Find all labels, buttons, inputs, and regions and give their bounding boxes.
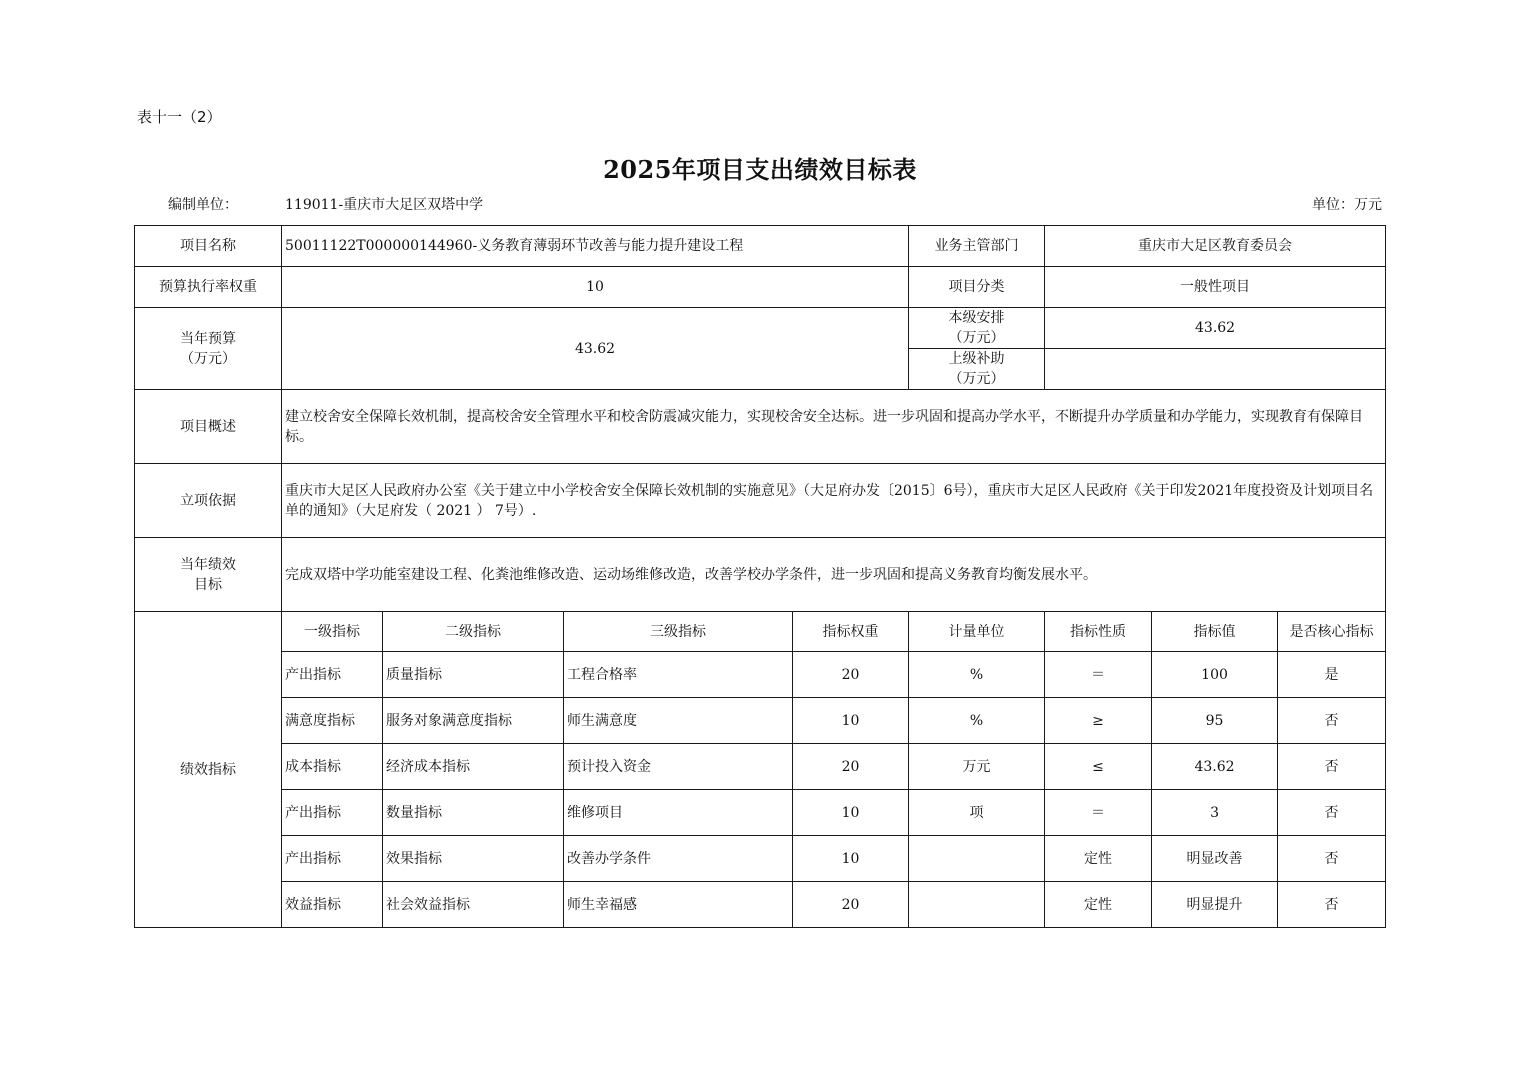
table-row: [135, 882, 1386, 928]
page-title: 2025年项目支出绩效目标表: [603, 155, 917, 184]
budget-row-local: [135, 308, 1386, 349]
level1-cell: 产出指标: [282, 790, 383, 836]
core-cell: 否: [1278, 698, 1386, 744]
weight-cell: 10: [793, 836, 909, 882]
table-row: [135, 836, 1386, 882]
level1-cell: 效益指标: [282, 882, 383, 928]
local-budget-label-line2: （万元）: [948, 330, 1005, 346]
core-cell: 否: [1278, 882, 1386, 928]
level3-cell: 维修项目: [564, 790, 793, 836]
upper-subsidy-label-line2: （万元）: [948, 371, 1005, 387]
local-budget-label: [909, 308, 1045, 349]
org-unit-value: 119011-重庆市大足区双塔中学: [285, 197, 484, 213]
overview-label: 项目概述: [135, 390, 282, 464]
local-budget-value: 43.62: [1045, 308, 1386, 349]
header-weight: 指标权重: [793, 612, 909, 652]
level1-cell: 产出指标: [282, 652, 383, 698]
local-budget-label-line1: 本级安排: [948, 310, 1005, 326]
goal-label: [135, 538, 282, 612]
level2-cell: 社会效益指标: [383, 882, 564, 928]
core-cell: 是: [1278, 652, 1386, 698]
header-level2: 二级指标: [383, 612, 564, 652]
level1-cell: 成本指标: [282, 744, 383, 790]
unit-cell: %: [909, 652, 1045, 698]
nature-cell: 定性: [1045, 882, 1152, 928]
nature-cell: ≤: [1045, 744, 1152, 790]
level2-cell: 服务对象满意度指标: [383, 698, 564, 744]
overview-text: 建立校舍安全保障长效机制，提高校舍安全管理水平和校舍防震减灾能力，实现校舍安全达标。进一步巩固和提高办学水平，不断提升办学质量和办学能力，实现教育有保障目标。: [282, 390, 1386, 464]
level1-cell: 产出指标: [282, 836, 383, 882]
weight-cell: 10: [793, 698, 909, 744]
upper-subsidy-label-line1: 上级补助: [948, 351, 1005, 367]
project-name-row: [135, 226, 1386, 267]
category-label: 项目分类: [909, 267, 1045, 308]
level2-cell: 数量指标: [383, 790, 564, 836]
project-name-value: 50011122T000000144960-义务教育薄弱环节改善与能力提升建设工程: [282, 226, 909, 267]
value-cell: 100: [1152, 652, 1278, 698]
upper-subsidy-label: [909, 349, 1045, 390]
basis-label: 立项依据: [135, 464, 282, 538]
weight-cell: 10: [793, 790, 909, 836]
header-core: 是否核心指标: [1278, 612, 1386, 652]
indicator-header-row: [135, 612, 1386, 652]
org-unit-label: 编制单位：: [168, 197, 238, 213]
unit-cell: [909, 836, 1045, 882]
level2-cell: 经济成本指标: [383, 744, 564, 790]
nature-cell: 定性: [1045, 836, 1152, 882]
dept-value: 重庆市大足区教育委员会: [1045, 226, 1386, 267]
level3-cell: 预计投入资金: [564, 744, 793, 790]
weight-cell: 20: [793, 652, 909, 698]
overview-row: [135, 390, 1386, 464]
weight-row: [135, 267, 1386, 308]
core-cell: 否: [1278, 790, 1386, 836]
money-unit-label: 单位：万元: [1312, 197, 1382, 213]
nature-cell: ≥: [1045, 698, 1152, 744]
performance-target-table: [134, 225, 1386, 928]
level3-cell: 工程合格率: [564, 652, 793, 698]
upper-subsidy-value: [1045, 349, 1386, 390]
category-value: 一般性项目: [1045, 267, 1386, 308]
goal-label-line2: 目标: [194, 576, 222, 593]
unit-cell: %: [909, 698, 1045, 744]
basis-row: [135, 464, 1386, 538]
header-nature: 指标性质: [1045, 612, 1152, 652]
nature-cell: ＝: [1045, 790, 1152, 836]
goal-text: 完成双塔中学功能室建设工程、化粪池维修改造、运动场维修改造，改善学校办学条件，进一步巩固和提高义务教育均衡发展水平。: [282, 538, 1386, 612]
budget-value: 43.62: [282, 308, 909, 390]
level3-cell: 师生满意度: [564, 698, 793, 744]
table-row: [135, 652, 1386, 698]
budget-label-line1: 当年预算: [180, 330, 236, 347]
dept-label: 业务主管部门: [909, 226, 1045, 267]
budget-label-line2: （万元）: [180, 350, 236, 367]
indicator-section-label: 绩效指标: [135, 612, 282, 928]
header-unit: 计量单位: [909, 612, 1045, 652]
core-cell: 否: [1278, 744, 1386, 790]
unit-cell: 项: [909, 790, 1045, 836]
project-name-label: 项目名称: [135, 226, 282, 267]
table-number-label: 表十一（2）: [137, 108, 222, 126]
weight-label: 预算执行率权重: [135, 267, 282, 308]
table-row: [135, 790, 1386, 836]
unit-cell: 万元: [909, 744, 1045, 790]
weight-cell: 20: [793, 744, 909, 790]
goal-label-line1: 当年绩效: [180, 556, 236, 573]
level1-cell: 满意度指标: [282, 698, 383, 744]
level2-cell: 效果指标: [383, 836, 564, 882]
basis-text: 重庆市大足区人民政府办公室《关于建立中小学校舍安全保障长效机制的实施意见》（大足府办发〔2015〕6号），重庆市大足区人民政府《关于印发2021年度投资及计划项目名单的通知》（大足府发（ 2021 ） 7号）.: [282, 464, 1386, 538]
goal-row: [135, 538, 1386, 612]
level3-cell: 改善办学条件: [564, 836, 793, 882]
core-cell: 否: [1278, 836, 1386, 882]
nature-cell: ＝: [1045, 652, 1152, 698]
value-cell: 明显改善: [1152, 836, 1278, 882]
weight-value: 10: [282, 267, 909, 308]
header-value: 指标值: [1152, 612, 1278, 652]
value-cell: 明显提升: [1152, 882, 1278, 928]
level2-cell: 质量指标: [383, 652, 564, 698]
value-cell: 95: [1152, 698, 1278, 744]
weight-cell: 20: [793, 882, 909, 928]
value-cell: 43.62: [1152, 744, 1278, 790]
header-level1: 一级指标: [282, 612, 383, 652]
table-row: [135, 744, 1386, 790]
unit-cell: [909, 882, 1045, 928]
level3-cell: 师生幸福感: [564, 882, 793, 928]
table-row: [135, 698, 1386, 744]
header-level3: 三级指标: [564, 612, 793, 652]
budget-label: [135, 308, 282, 390]
value-cell: 3: [1152, 790, 1278, 836]
